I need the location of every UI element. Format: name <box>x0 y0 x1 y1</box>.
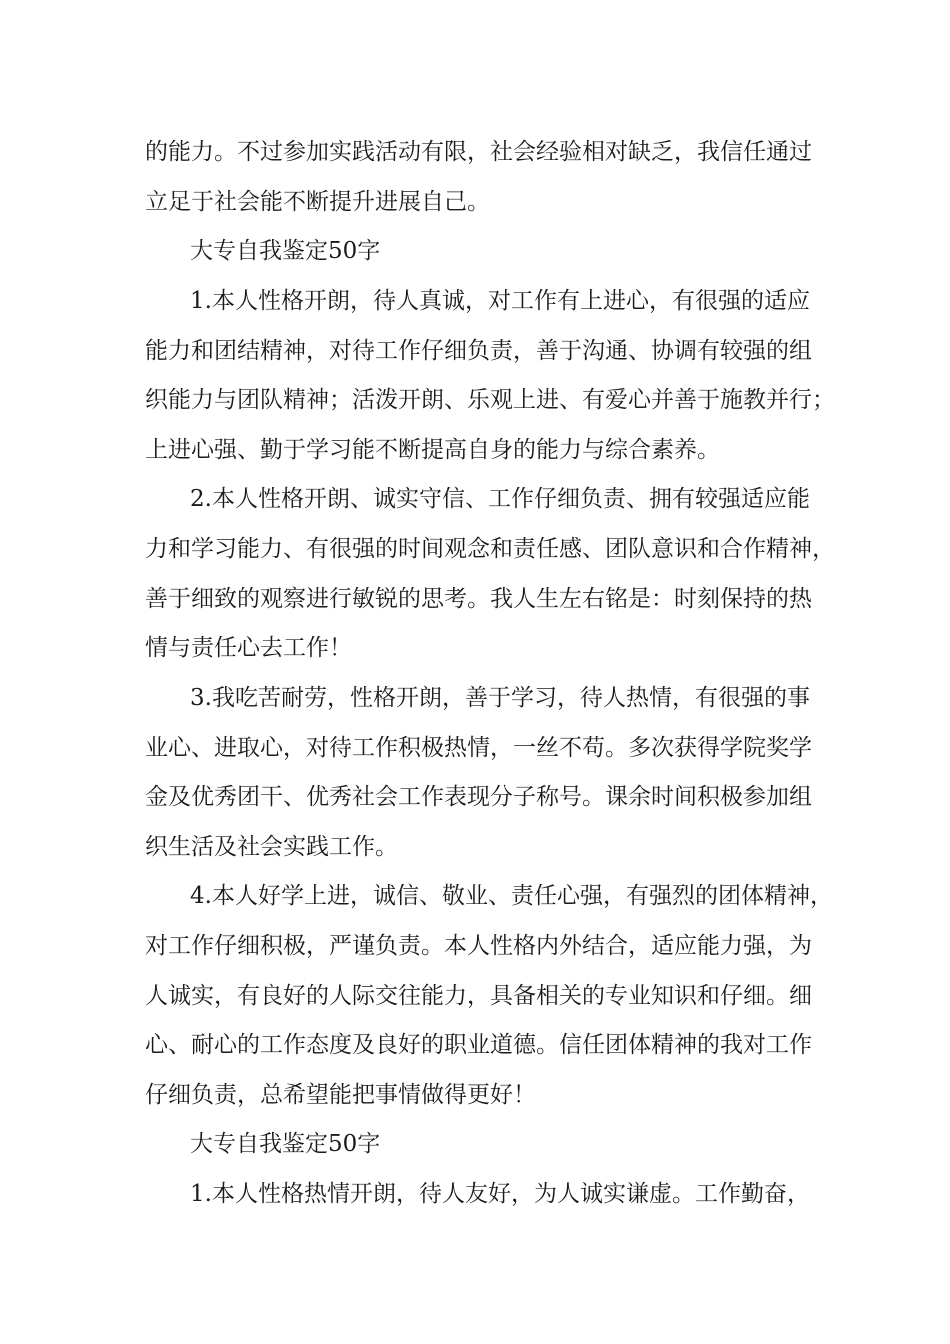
text-line: 力和学习能力、有很强的时间观念和责任感、团队意识和合作精神， <box>145 536 835 562</box>
text-line: 4.本人好学上进，诚信、敬业、责任心强，有强烈的团体精神， <box>190 883 833 909</box>
text-line: 人诚实，有良好的人际交往能力，具备相关的专业知识和仔细。细 <box>145 983 812 1009</box>
text-line: 立足于社会能不断提升进展自己。 <box>145 189 490 215</box>
text-line: 织生活及社会实践工作。 <box>145 834 398 860</box>
section-heading: 大专自我鉴定50字 <box>190 1131 381 1157</box>
text-line: 的能力。不过参加实践活动有限，社会经验相对缺乏，我信任通过 <box>145 139 812 165</box>
text-line: 能力和团结精神，对待工作仔细负责，善于沟通、协调有较强的组 <box>145 338 812 364</box>
text-line: 织能力与团队精神；活泼开朗、乐观上进、有爱心并善于施教并行； <box>145 387 835 413</box>
text-line: 心、耐心的工作态度及良好的职业道德。信任团体精神的我对工作 <box>145 1032 812 1058</box>
text-line: 金及优秀团干、优秀社会工作表现分子称号。课余时间积极参加组 <box>145 784 812 810</box>
text-line: 上进心强、勤于学习能不断提高自身的能力与综合素养。 <box>145 437 720 463</box>
text-line: 3.我吃苦耐劳，性格开朗，善于学习，待人热情，有很强的事 <box>190 685 810 711</box>
text-line: 仔细负责，总希望能把事情做得更好！ <box>145 1082 536 1108</box>
text-line: 善于细致的观察进行敏锐的思考。我人生左右铭是：时刻保持的热 <box>145 586 812 612</box>
text-line: 业心、进取心，对待工作积极热情，一丝不苟。多次获得学院奖学 <box>145 735 812 761</box>
text-line: 2.本人性格开朗、诚实守信、工作仔细负责、拥有较强适应能 <box>190 486 810 512</box>
text-line: 对工作仔细积极，严谨负责。本人性格内外结合，适应能力强，为 <box>145 933 812 959</box>
text-line: 1.本人性格热情开朗，待人友好，为人诚实谦虚。工作勤奋， <box>190 1181 810 1207</box>
text-line: 情与责任心去工作！ <box>145 635 352 661</box>
text-line: 1.本人性格开朗，待人真诚，对工作有上进心，有很强的适应 <box>190 288 810 314</box>
section-heading: 大专自我鉴定50字 <box>190 238 381 264</box>
